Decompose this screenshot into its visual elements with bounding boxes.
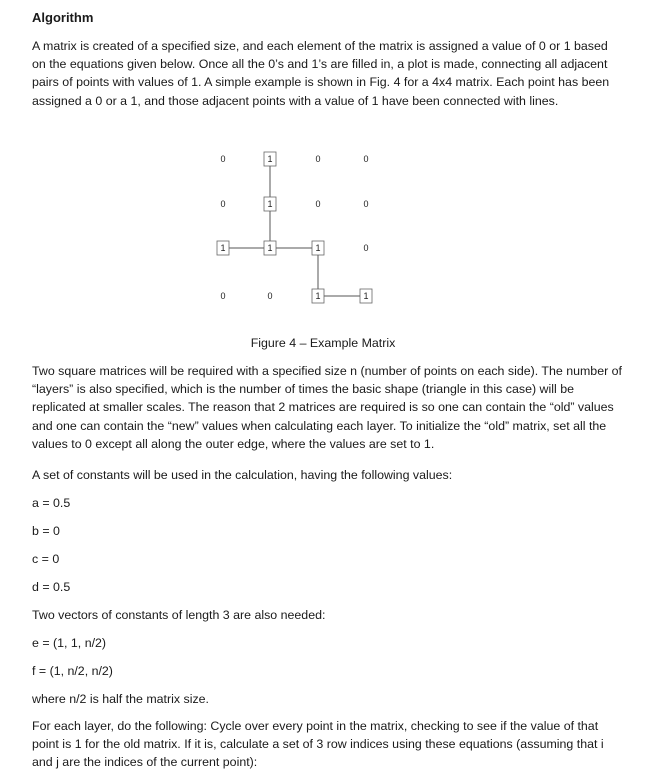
matrix-connections [223, 159, 369, 296]
figure-caption: Figure 4 – Example Matrix [250, 336, 396, 350]
matrix-cell-value: 0 [267, 291, 273, 301]
vector-f: f = (1, n/2, n/2) [32, 664, 113, 678]
matrix-cell-value: 1 [363, 291, 369, 301]
matrix-cell-value: 0 [363, 243, 369, 253]
vectors-intro: Two vectors of constants of length 3 are also needed: [32, 608, 326, 622]
matrix-cell-value: 0 [220, 199, 226, 209]
constant-a: a = 0.5 [32, 496, 71, 510]
constant-d: d = 0.5 [32, 580, 71, 594]
matrix-cell-value: 0 [220, 291, 226, 301]
half-size-note: where n/2 is half the matrix size. [32, 692, 209, 706]
example-matrix-figure [0, 0, 646, 330]
matrix-cell-value: 1 [315, 291, 321, 301]
matrix-cell-value: 1 [267, 243, 273, 253]
constant-b: b = 0 [32, 524, 60, 538]
matrix-cell-value: 1 [315, 243, 321, 253]
matrix-cell-value: 1 [220, 243, 226, 253]
constants-intro: A set of constants will be used in the calculation, having the following values: [32, 468, 453, 482]
matrix-cell-value: 0 [363, 199, 369, 209]
paragraph-layer-procedure: For each layer, do the following: Cycle over every point in the matrix, checking to see if the value of that point is 1 for the old matrix. If it is, calculate a set of 3 row indices using these equations (assuming that i and j are the indices of the current point): [32, 719, 604, 770]
matrix-cell-value: 0 [315, 199, 321, 209]
matrix-cell-value: 1 [267, 154, 273, 164]
constant-c: c = 0 [32, 552, 60, 566]
section-heading: Algorithm [32, 10, 94, 25]
matrix-cell-value: 0 [220, 154, 226, 164]
vector-e: e = (1, 1, n/2) [32, 636, 107, 650]
matrix-cell-value: 0 [363, 154, 369, 164]
matrix-cell-value: 1 [267, 199, 273, 209]
paragraph-matrices: Two square matrices will be required with a specified size n (number of points on each side). The number of “layers” is also specified, which is the number of times the basic shape (triangle in this case) will be replicated at smaller scales. The reason that 2 matrices are required is so one can contain the “old” values and one can contain the “new” values when calculating each layer. To initialize the “old” matrix, set all the values to 0 except all along the outer edge, where the values are set to 1. [32, 364, 622, 451]
intro-paragraph: A matrix is created of a specified size, and each element of the matrix is assigned a value of 0 or 1 based on the equations given below. Once all the 0’s and 1’s are filled in, a plot is made, connecting all adjacent pairs of points with values of 1. A simple example is shown in Fig. 4 for a 4x4 matrix. Each point has been assigned a 0 or a 1, and those adjacent points with a value of 1 have been connected with lines. [32, 39, 610, 108]
matrix-cell-value: 0 [315, 154, 321, 164]
